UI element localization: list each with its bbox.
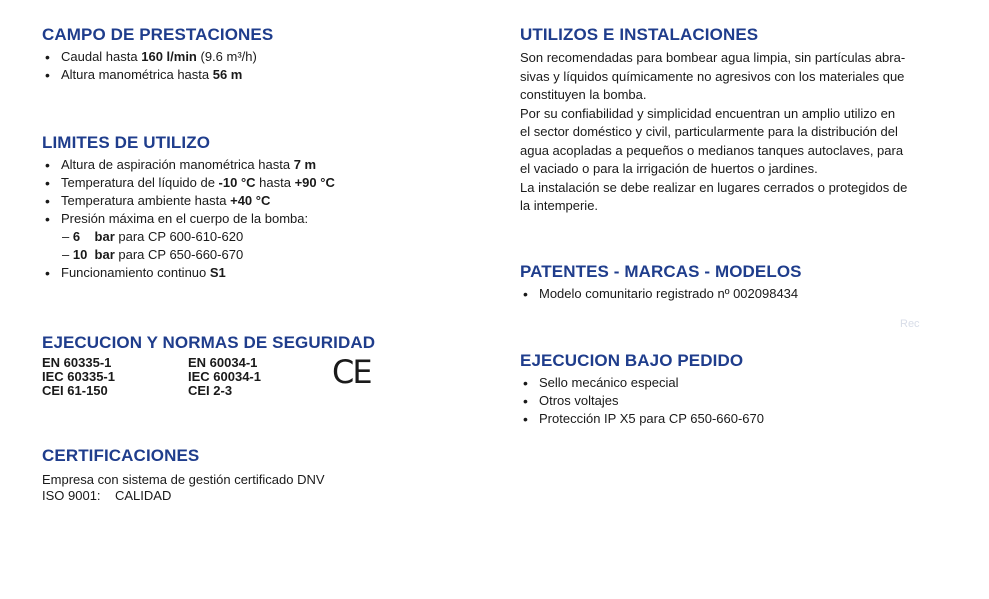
list-item: • Altura de aspiración manométrica hasta 7 m (42, 156, 482, 174)
norm-code: IEC 60335-1 (42, 369, 115, 384)
norm-code: IEC 60034-1 (188, 369, 261, 384)
section-title: EJECUCION BAJO PEDIDO (520, 351, 744, 370)
norm-code: CEI 61-150 (42, 383, 108, 398)
list-item: • Altura manométrica hasta 56 m (42, 66, 482, 84)
right-column (520, 0, 960, 599)
ce-mark-icon: CE (332, 353, 371, 391)
certification-text: Empresa con sistema de gestión certificado DNV ISO 9001: CALIDAD (42, 472, 325, 503)
section-title: CERTIFICACIONES (42, 446, 200, 465)
norm-code: CEI 2-3 (188, 383, 233, 398)
list-item: • Protección IP X5 para CP 650-660-670 (520, 410, 960, 428)
bullet-list (42, 156, 482, 282)
bullet-list (520, 374, 960, 428)
watermark-text: Rec (900, 318, 920, 330)
section-limites (42, 133, 482, 282)
norm-code: EN 60335-1 (42, 355, 112, 370)
section-title: UTILIZOS E INSTALACIONES (520, 25, 759, 44)
sub-list-item: – 6 bar para CP 600-610-620 (62, 229, 244, 244)
list-item: • Modelo comunitario registrado nº 002098434 (520, 285, 960, 303)
section-certificaciones (42, 446, 482, 504)
left-column (42, 0, 482, 599)
list-item: • Presión máxima en el cuerpo de la bomba: (42, 210, 482, 228)
norm-code: EN 60034-1 (188, 355, 258, 370)
norms-grid (42, 356, 482, 398)
paragraph: Son recomendadas para bombear agua limpia, sin partículas abra- sivas y líquidos químicamente no agresivos con los materiales que constituyen la bomba. Por su confiabilidad y simplicidad encuentran un amplio utilizo en el sector doméstico y civil, particularmente para la distribución del agua acopladas a pequeños o medianos tanques autoclaves, para el vaciado o para la irrigación de huertos o jardines. La instalación se debe realizar en lugares cerrados o protegidos de la intemperie. (520, 50, 908, 213)
section-title: EJECUCION Y NORMAS DE SEGURIDAD (42, 333, 376, 352)
sub-list-item: – 10 bar para CP 650-660-670 (62, 247, 244, 262)
section-utilizos (520, 25, 960, 216)
bullet-list (520, 285, 960, 303)
list-item: • Caudal hasta 160 l/min (9.6 m³/h) (42, 48, 482, 66)
list-item: • Otros voltajes (520, 392, 960, 410)
section-title: CAMPO DE PRESTACIONES (42, 25, 274, 44)
section-title: LIMITES DE UTILIZO (42, 133, 211, 152)
bullet-list (42, 48, 482, 84)
section-title: PATENTES - MARCAS - MODELOS (520, 262, 802, 281)
section-ejecucion (42, 333, 482, 398)
list-item: • Funcionamiento continuo S1 (42, 264, 482, 282)
list-item: • Sello mecánico especial (520, 374, 960, 392)
section-campo (42, 25, 482, 84)
list-item: • Temperatura ambiente hasta +40 °C (42, 192, 482, 210)
list-item: • Temperatura del líquido de -10 °C hasta +90 °C (42, 174, 482, 192)
section-pedido (520, 351, 960, 428)
section-patentes (520, 262, 960, 303)
